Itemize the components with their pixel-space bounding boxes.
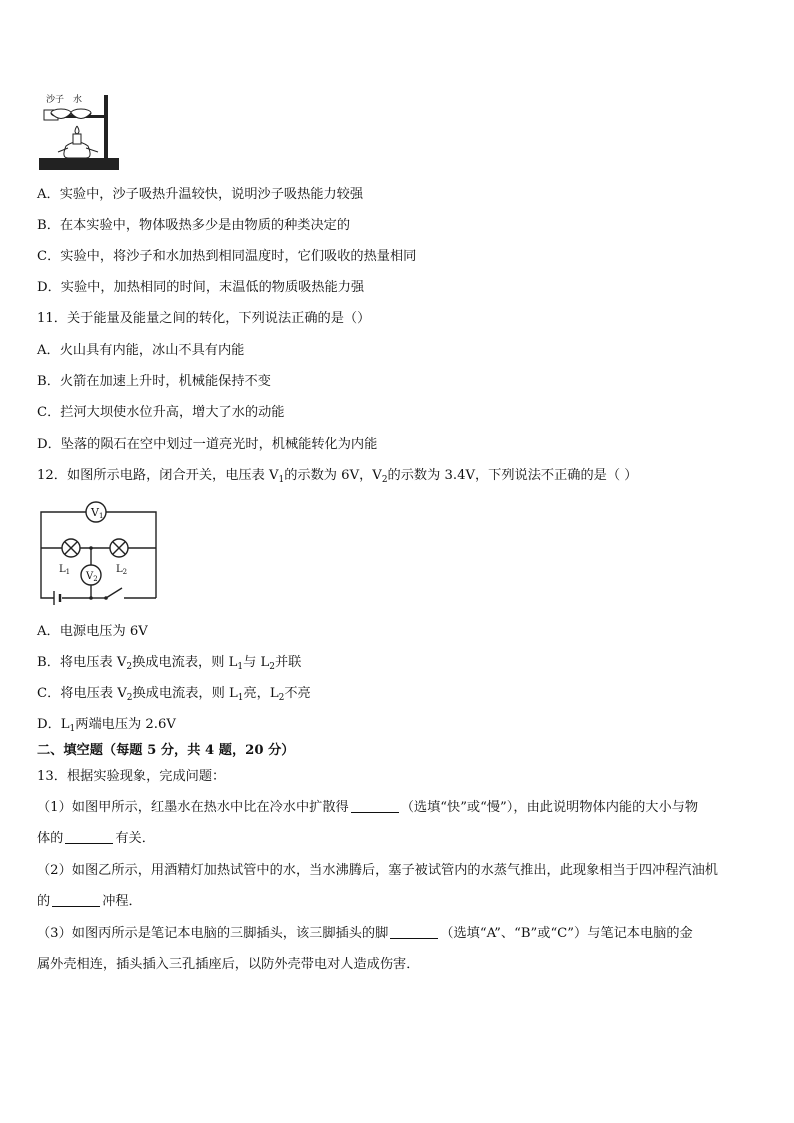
answer-blank[interactable] bbox=[351, 800, 399, 813]
answer-blank[interactable] bbox=[390, 926, 438, 939]
q13-part3-line1: （3）如图丙所示是笔记本电脑的三脚插头，该三脚插头的脚 （选填“A”、“B”或“C”）与笔记本电脑的金 bbox=[37, 926, 693, 941]
sand-label: 沙子 bbox=[46, 95, 65, 105]
water-label: 水 bbox=[73, 95, 83, 105]
heating-apparatus-figure bbox=[36, 90, 122, 174]
q11-option-c: C．拦河大坝使水位升高，增大了水的动能 bbox=[37, 405, 285, 420]
q10-option-d: D．实验中，加热相同的时间，末温低的物质吸热能力强 bbox=[37, 280, 365, 295]
q13-part2-line2: 的 冲程． bbox=[37, 894, 142, 909]
q13-part2-line1: （2）如图乙所示，用酒精灯加热试管中的水，当水沸腾后，塞子被试管内的水蒸气推出，此现象相当于四冲程汽油机 bbox=[37, 863, 718, 878]
q12-option-b: B．将电压表 $V_2$换成电流表，则 $L_1$与 $L_2$并联 bbox=[37, 655, 302, 672]
q12-option-d: D．$L_1$两端电压为 2.6V bbox=[37, 717, 176, 734]
q13-part1-line2: 体的 有关． bbox=[37, 831, 155, 846]
section-title: 二、填空题（每题 5 分，共 4 题，20 分） bbox=[37, 743, 295, 758]
l1-label: $L_1$ bbox=[59, 564, 71, 576]
q11-stem: 11．关于能量及能量之间的转化，下列说法正确的是（） bbox=[37, 311, 371, 326]
answer-blank[interactable] bbox=[65, 831, 113, 844]
q12-option-a: A．电源电压为 6V bbox=[37, 624, 148, 639]
q12-stem: 12．如图所示电路，闭合开关，电压表 $V_1$的示数为 6V，$V_2$的示数为 3.4V，下列说法不正确的是（ ） bbox=[37, 468, 638, 485]
q10-option-b: B．在本实验中，物体吸热多少是由物质的种类决定的 bbox=[37, 218, 351, 233]
q10-option-c: C．实验中，将沙子和水加热到相同温度时，它们吸收的热量相同 bbox=[37, 249, 417, 264]
q12-option-c: C．将电压表 $V_2$换成电流表，则 $L_1$亮，$L_2$不亮 bbox=[37, 686, 311, 703]
q11-option-a: A．火山具有内能，冰山不具有内能 bbox=[37, 343, 245, 358]
q13-stem: 13．根据实验现象，完成问题： bbox=[37, 769, 226, 784]
v2-label: $V_2$ bbox=[86, 571, 98, 583]
l2-label: $L_2$ bbox=[116, 564, 128, 576]
q11-option-d: D．坠落的陨石在空中划过一道亮光时，机械能转化为内能 bbox=[37, 437, 378, 452]
q13-part1-line1: （1）如图甲所示，红墨水在热水中比在冷水中扩散得 （选填“快”或“慢”），由此说明物体内能的大小与物 bbox=[37, 800, 699, 815]
q10-option-a: A．实验中，沙子吸热升温较快，说明沙子吸热能力较强 bbox=[37, 187, 364, 202]
q11-option-b: B．火箭在加速上升时，机械能保持不变 bbox=[37, 374, 271, 389]
v1-label: V1 bbox=[91, 506, 104, 520]
q13-part3-line2: 属外壳相连，插头插入三孔插座后，以防外壳带电对人造成伤害． bbox=[37, 957, 420, 972]
answer-blank[interactable] bbox=[52, 894, 100, 907]
circuit-diagram bbox=[36, 500, 160, 606]
